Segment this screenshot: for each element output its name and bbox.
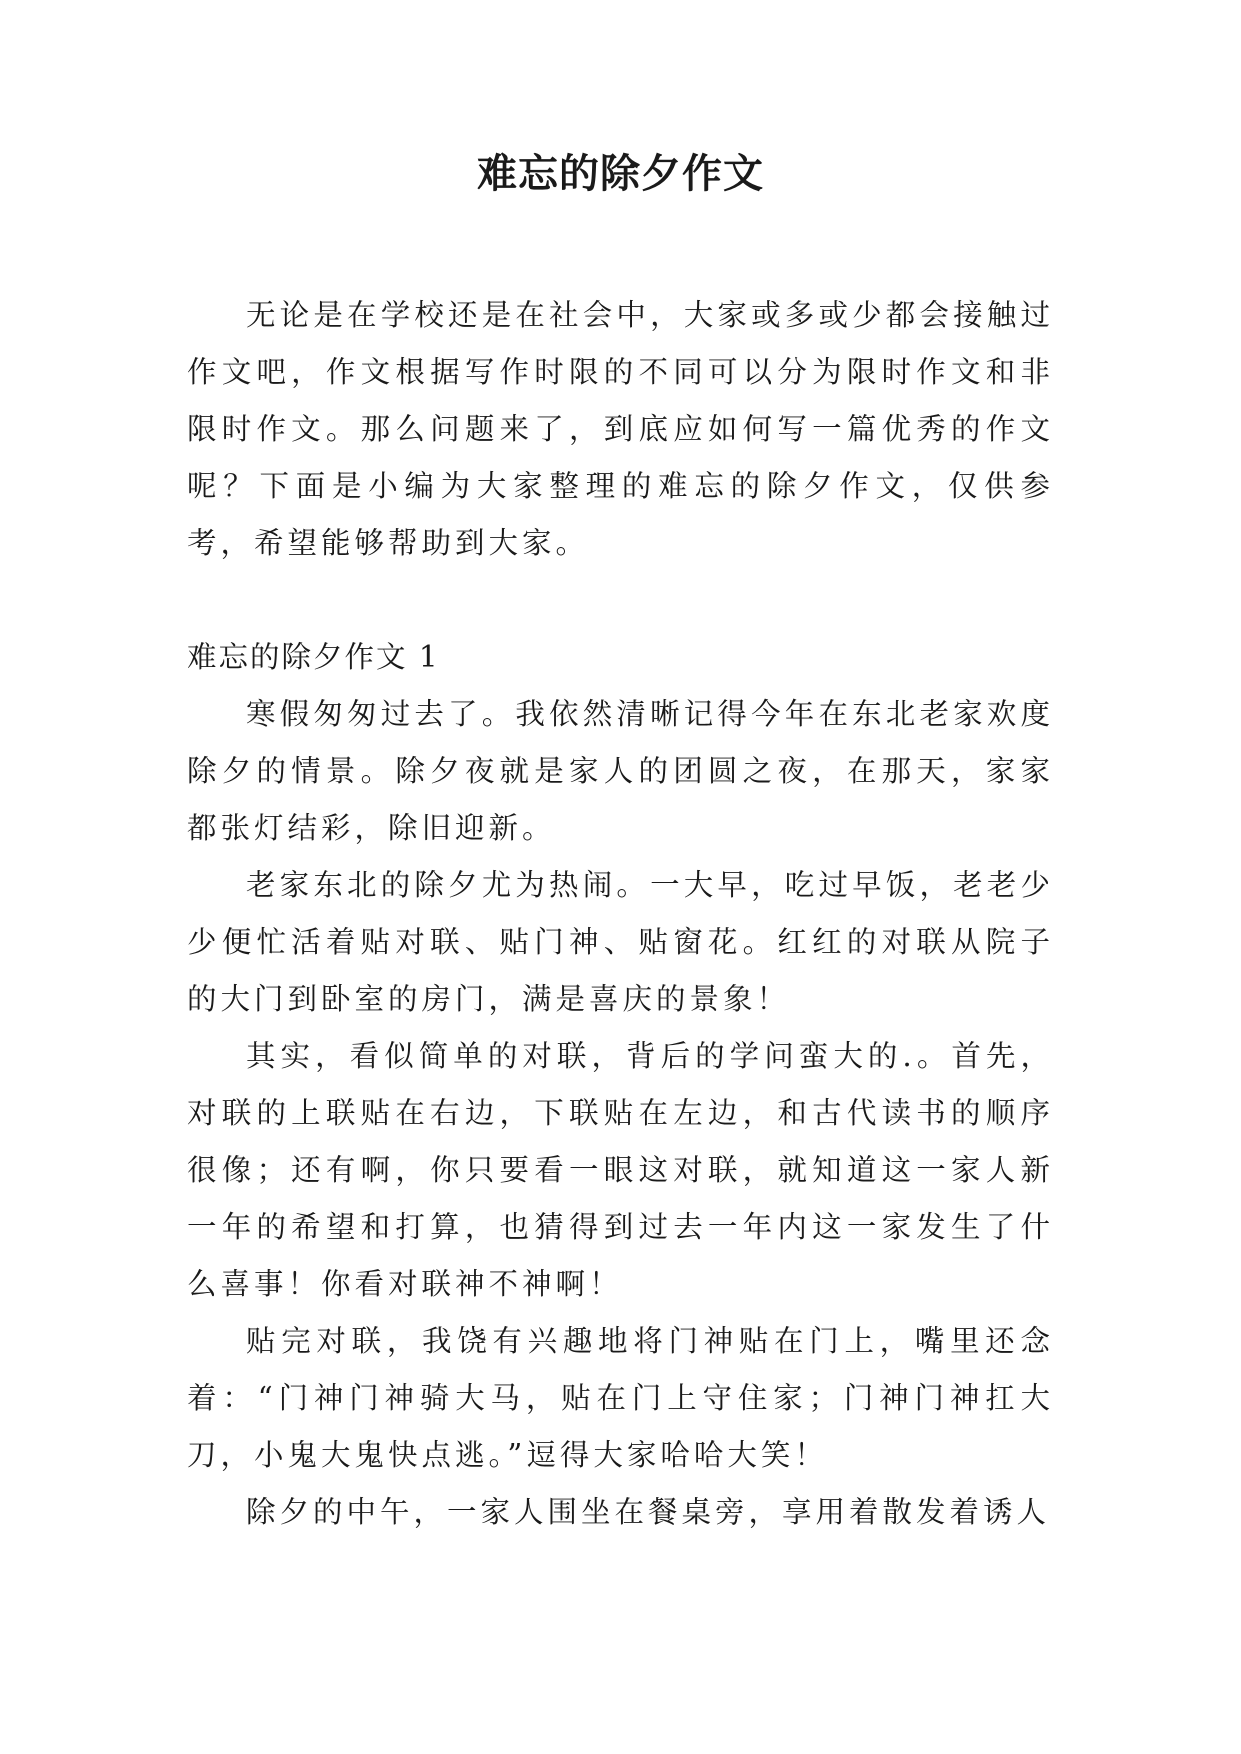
intro-paragraph: 无论是在学校还是在社会中，大家或多或少都会接触过作文吧，作文根据写作时限的不同可以分为限时作文和非限时作文。那么问题来了，到底应如何写一篇优秀的作文呢？下面是小编为大家整理的难忘的除夕作文，仅供参考，希望能够帮助到大家。 (187, 298, 1054, 560)
body-paragraph: 寒假匆匆过去了。我依然清晰记得今年在东北老家欢度除夕的情景。除夕夜就是家人的团圆之夜，在那天，家家都张灯结彩，除旧迎新。 (187, 697, 1054, 845)
body-paragraph: 除夕的中午，一家人围坐在餐桌旁，享用着散发着诱人 (246, 1495, 1051, 1529)
document-body (187, 287, 1054, 1541)
body-paragraph: 其实，看似简单的对联，背后的学问蛮大的.。首先，对联的上联贴在右边，下联贴在左边，和古代读书的顺序很像；还有啊，你只要看一眼这对联，就知道这一家人新一年的希望和打算，也猜得到过去一年内这一家发生了什么喜事！你看对联神不神啊！ (187, 1039, 1054, 1301)
body-paragraph: 贴完对联，我饶有兴趣地将门神贴在门上，嘴里还念着：“门神门神骑大马，贴在门上守住家；门神门神扛大刀，小鬼大鬼快点逃。”逗得大家哈哈大笑！ (187, 1324, 1054, 1472)
body-paragraph: 老家东北的除夕尤为热闹。一大早，吃过早饭，老老少少便忙活着贴对联、贴门神、贴窗花。红红的对联从院子的大门到卧室的房门，满是喜庆的景象！ (187, 868, 1054, 1016)
section-heading: 难忘的除夕作文 1 (187, 640, 440, 674)
document-title: 难忘的除夕作文 (477, 150, 764, 197)
